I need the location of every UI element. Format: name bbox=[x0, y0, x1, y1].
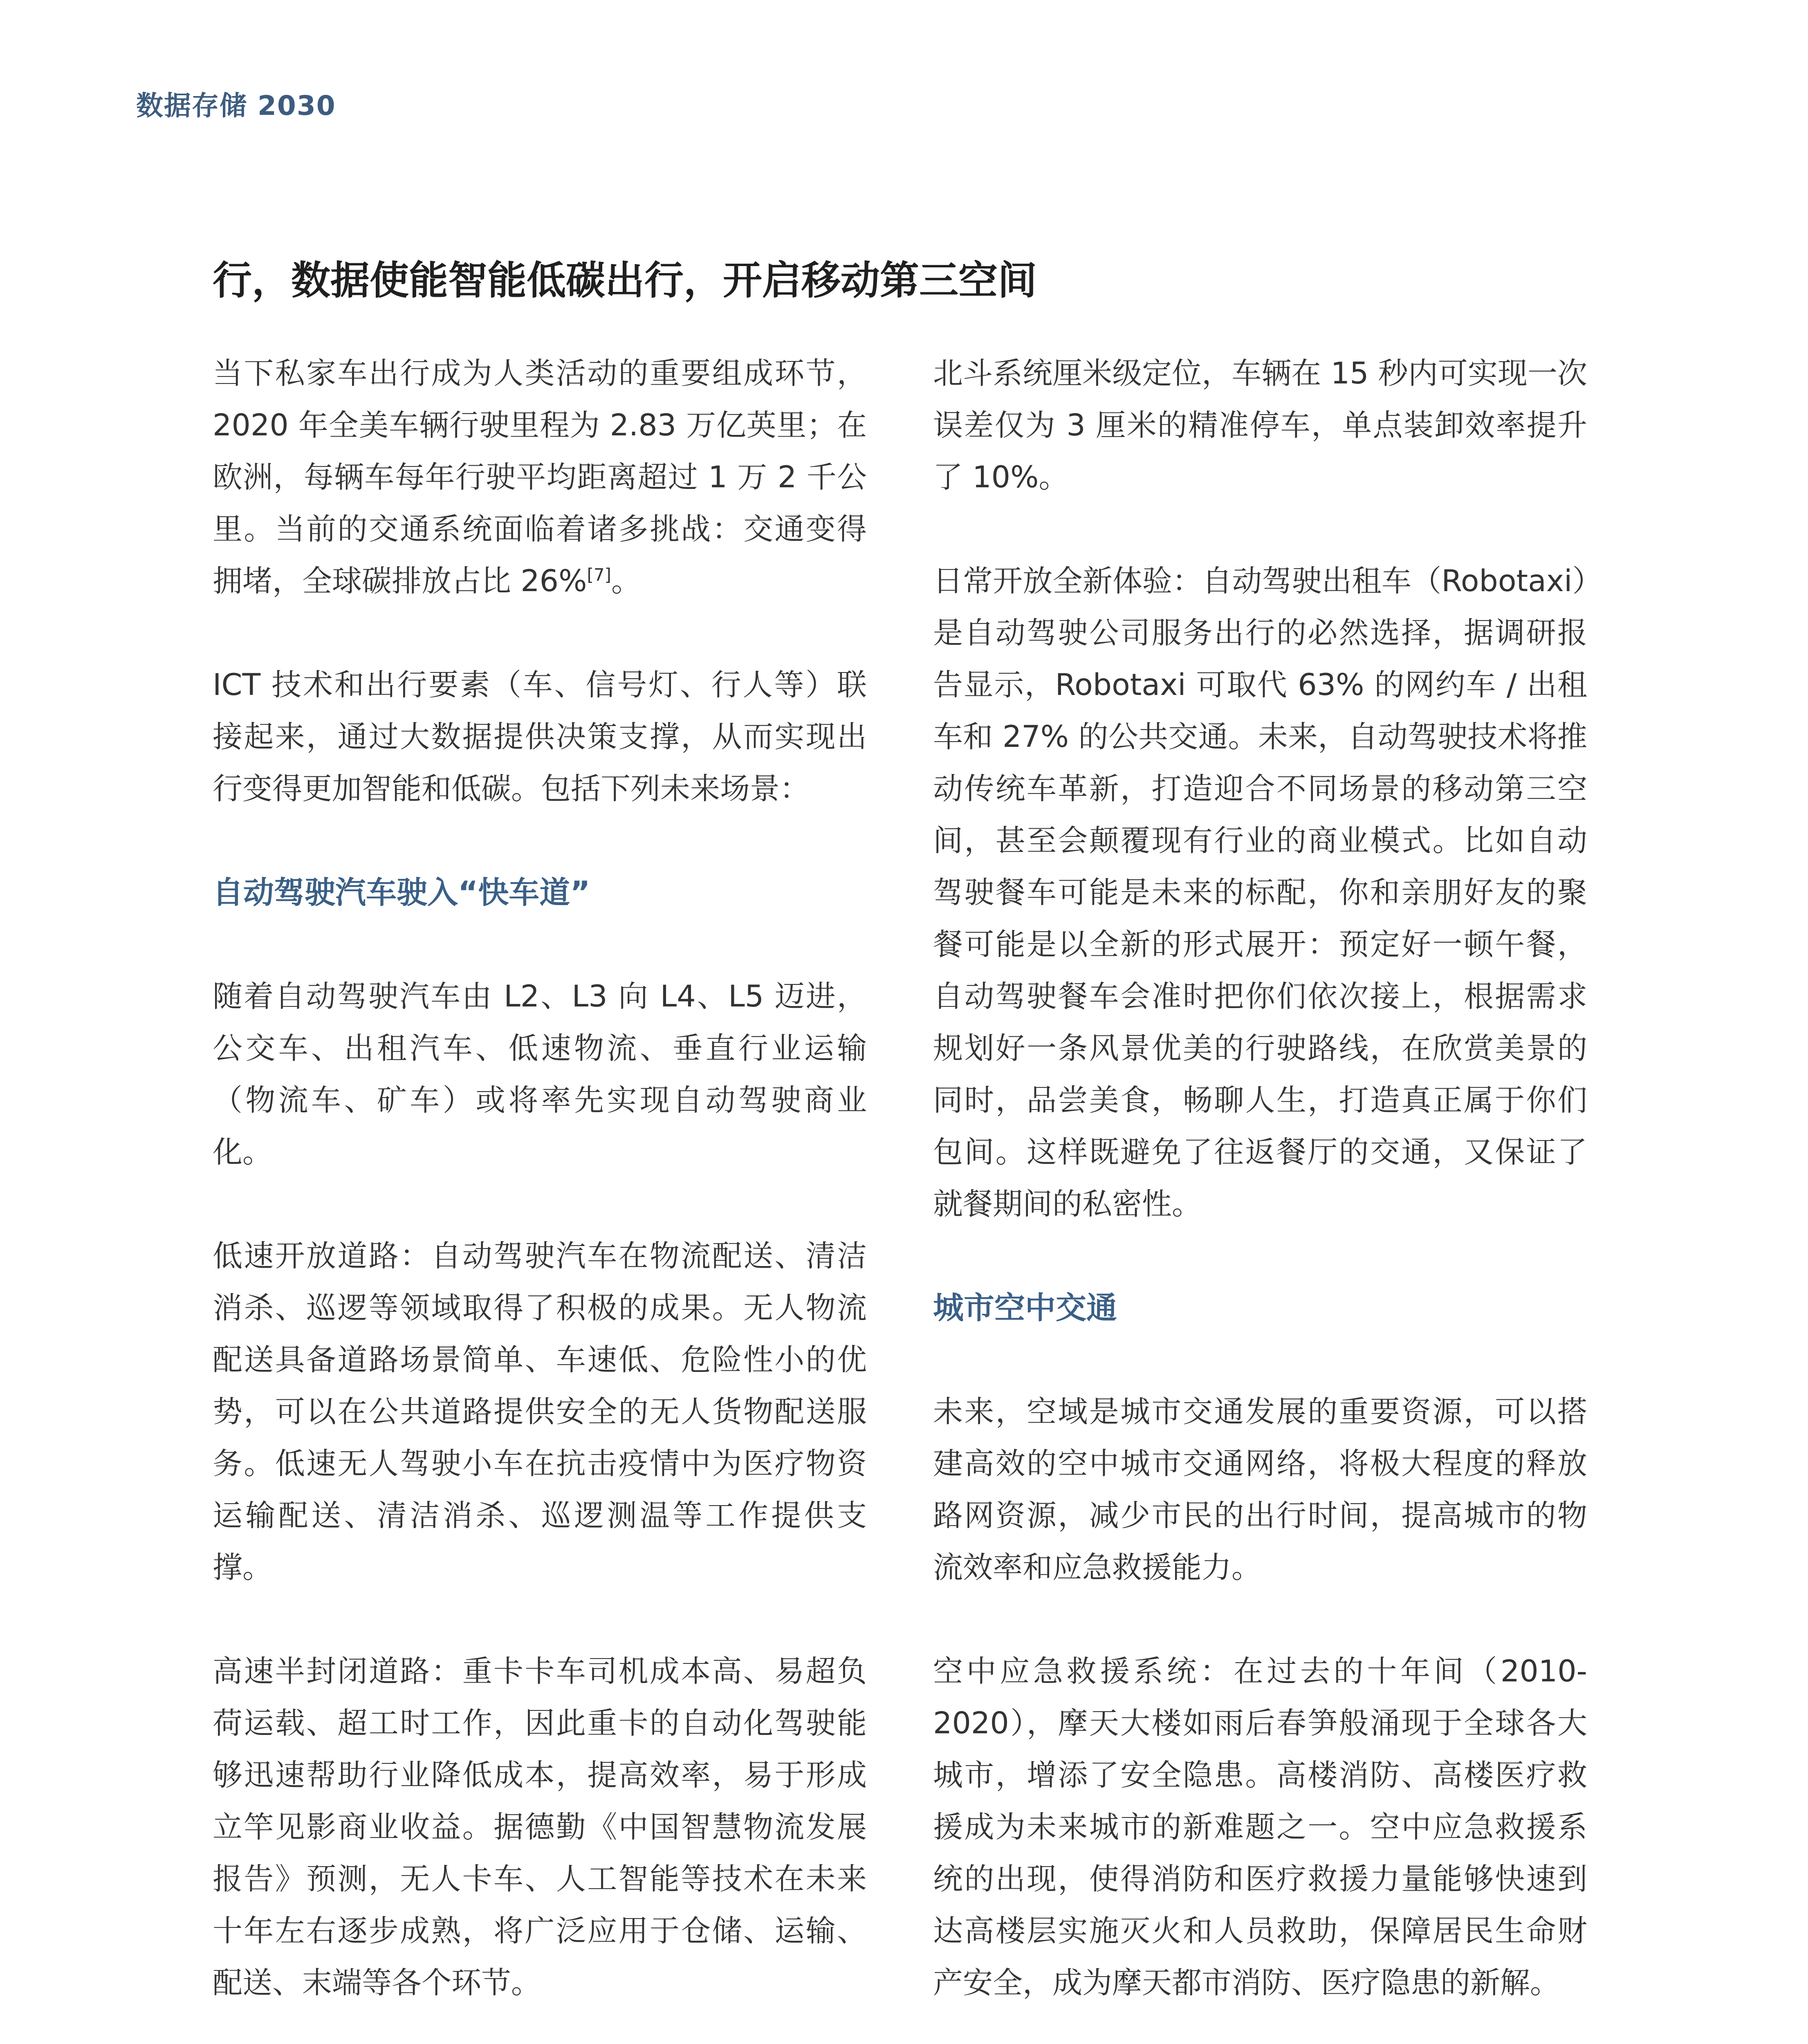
paragraph: ICT 技术和出行要素（车、信号灯、行人等）联接起来，通过大数据提供决策支撑，从而实现出行变得更加智能和低碳。包括下列未来场景： bbox=[213, 668, 867, 806]
paragraph bbox=[213, 347, 867, 607]
paragraph-end: 。 bbox=[611, 564, 641, 598]
paragraph: 北斗系统厘米级定位，车辆在 15 秒内可实现一次误差仅为 3 厘米的精准停车，单点装卸效率提升了 10%。 bbox=[933, 356, 1587, 495]
paragraph: 空中应急救援系统：在过去的十年间（2010-2020），摩天大楼如雨后春笋般涌现于全球各大城市，增添了安全隐患。高楼消防、高楼医疗救援成为未来城市的新难题之一。空中应急救援系统的出现，使得消防和医疗救援力量能够快速到达高楼层实施灭火和人员救助，保障居民生命财产安全，成为摩天都市消防、医疗隐患的新解。 bbox=[933, 1654, 1587, 2000]
reference-mark: [7] bbox=[587, 565, 611, 585]
subheading: 自动驾驶汽车驶入“快车道” bbox=[213, 874, 590, 910]
paragraph: 随着自动驾驶汽车由 L2、L3 向 L4、L5 迈进，公交车、出租汽车、低速物流、垂直行业运输（物流车、矿车）或将率先实现自动驾驶商业化。 bbox=[213, 979, 867, 1170]
left-column bbox=[213, 347, 867, 2044]
paragraph: 日常开放全新体验：自动驾驶出租车（Robotaxi）是自动驾驶公司服务出行的必然选择，据调研报告显示，Robotaxi 可取代 63% 的网约车 / 出租车和 27% 的公共交通。未来，自动驾驶技术将推动传统车革新，打造迎合不同场景的移动第三空间，甚至会颠覆现有行业的商业模式。比如自动驾驶餐车可能是未来的标配，你和亲朋好友的聚餐可能是以全新的形式展开：预定好一顿午餐，自动驾驶餐车会准时把你们依次接上，根据需求规划好一条风景优美的行驶路线，在欣赏美景的同时，品尝美食，畅聊人生，打造真正属于你们包间。这样既避免了往返餐厅的交通，又保证了就餐期间的私密性。 bbox=[933, 564, 1587, 1221]
running-header: 数据存储 2030 bbox=[136, 90, 336, 121]
section-title: 行，数据使能智能低碳出行，开启移动第三空间 bbox=[213, 258, 1037, 303]
paragraph: 未来，空域是城市交通发展的重要资源，可以搭建高效的空中城市交通网络，将极大程度的释放路网资源，减少市民的出行时间，提高城市的物流效率和应急救援能力。 bbox=[933, 1394, 1587, 1585]
paragraph-text: 当下私家车出行成为人类活动的重要组成环节，2020 年全美车辆行驶里程为 2.83 万亿英里；在欧洲，每辆车每年行驶平均距离超过 1 万 2 千公里。当前的交通系统面临着诸多挑战：交通变得拥堵，全球碳排放占比 26% bbox=[213, 356, 867, 598]
paragraph: 高速半封闭道路：重卡卡车司机成本高、易超负荷运载、超工时工作，因此重卡的自动化驾驶能够迅速帮助行业降低成本，提高效率，易于形成立竿见影商业收益。据德勤《中国智慧物流发展报告》预测，无人卡车、人工智能等技术在未来十年左右逐步成熟，将广泛应用于仓储、运输、配送、末端等各个环节。 bbox=[213, 1654, 867, 2000]
paragraph: 低速开放道路：自动驾驶汽车在物流配送、清洁消杀、巡逻等领域取得了积极的成果。无人物流配送具备道路场景简单、车速低、危险性小的优势，可以在公共道路提供安全的无人货物配送服务。低速无人驾驶小车在抗击疫情中为医疗物资运输配送、清洁消杀、巡逻测温等工作提供支撑。 bbox=[213, 1239, 867, 1585]
right-column bbox=[933, 347, 1587, 2044]
subheading: 城市空中交通 bbox=[933, 1290, 1117, 1326]
